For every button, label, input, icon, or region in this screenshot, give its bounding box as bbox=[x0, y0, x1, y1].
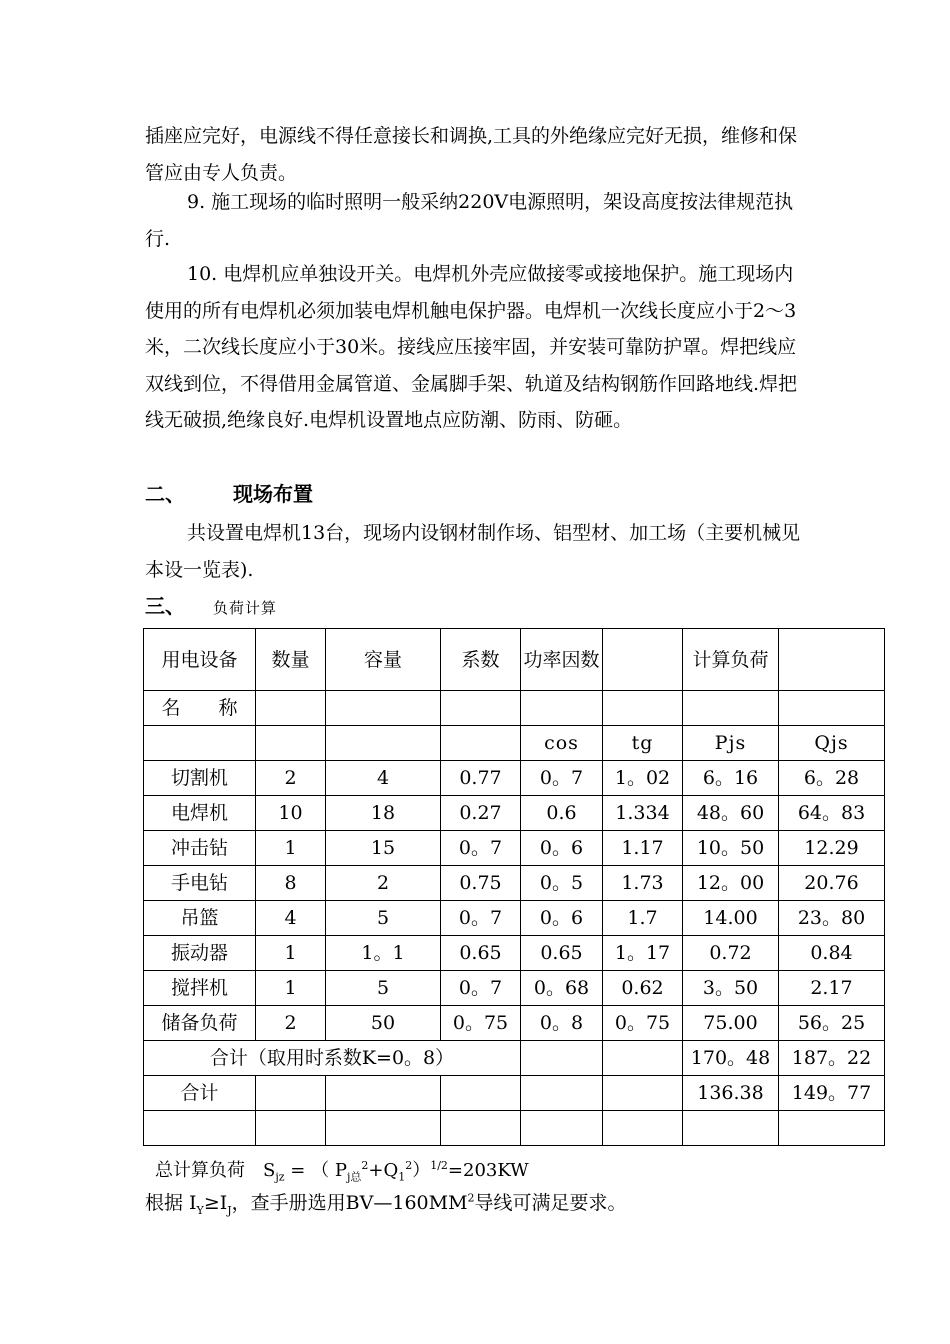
table-cell: 0。5 bbox=[521, 866, 603, 901]
section-heading-site-layout bbox=[145, 478, 313, 507]
unit-cell: tg bbox=[603, 726, 683, 761]
table-cell bbox=[521, 1111, 603, 1146]
table-cell bbox=[144, 1111, 256, 1146]
table-cell: 储备负荷 bbox=[144, 1006, 256, 1041]
table-row bbox=[144, 761, 885, 796]
table-cell bbox=[326, 726, 441, 761]
table-cell bbox=[326, 691, 441, 726]
formula-sq1: 2 bbox=[361, 1159, 369, 1172]
table-cell: 64。83 bbox=[779, 796, 885, 831]
table-cell: 15 bbox=[326, 831, 441, 866]
table-cell: 0.62 bbox=[603, 971, 683, 1006]
table-cell bbox=[521, 1076, 603, 1111]
header-cell: 功率因数 bbox=[521, 629, 603, 691]
table-cell: 0.65 bbox=[521, 936, 603, 971]
table-header-row bbox=[144, 629, 885, 691]
table-cell: 1。17 bbox=[603, 936, 683, 971]
header-cell: 系数 bbox=[441, 629, 521, 691]
header-cell: 计算负荷 bbox=[683, 629, 779, 691]
table-cell: 23。80 bbox=[779, 901, 885, 936]
header-cell bbox=[603, 629, 683, 691]
table-cell: 0。75 bbox=[603, 1006, 683, 1041]
table-cell: 切割机 bbox=[144, 761, 256, 796]
table-cell: 1.334 bbox=[603, 796, 683, 831]
table-cell bbox=[779, 1111, 885, 1146]
conclusion-mid: ≥I bbox=[203, 1192, 228, 1214]
table-cell bbox=[603, 1111, 683, 1146]
table-cell: 0.84 bbox=[779, 936, 885, 971]
table-cell: 0。6 bbox=[521, 831, 603, 866]
table-cell: 1。02 bbox=[603, 761, 683, 796]
table-cell: 0。7 bbox=[441, 831, 521, 866]
conclusion-sub-y: Y bbox=[196, 1203, 204, 1217]
table-cell bbox=[441, 1111, 521, 1146]
table-cell: 136.38 bbox=[683, 1076, 779, 1111]
load-calculation-table bbox=[143, 628, 885, 1146]
table-cell: 20.76 bbox=[779, 866, 885, 901]
table-cell: 0。7 bbox=[441, 901, 521, 936]
table-cell bbox=[256, 1111, 326, 1146]
table-cell bbox=[521, 691, 603, 726]
formula-p-sub: j总 bbox=[346, 1170, 362, 1184]
table-cell: 冲击钻 bbox=[144, 831, 256, 866]
table-cell: 振动器 bbox=[144, 936, 256, 971]
unit-cell: cos bbox=[521, 726, 603, 761]
table-cell: 搅拌机 bbox=[144, 971, 256, 1006]
name-label-cell: 名 称 bbox=[144, 691, 256, 726]
table-cell: 1。1 bbox=[326, 936, 441, 971]
table-cell: 170。48 bbox=[683, 1041, 779, 1076]
table-row bbox=[144, 1006, 885, 1041]
table-cell: 3。50 bbox=[683, 971, 779, 1006]
conclusion-post: 导线可满足要求。 bbox=[474, 1192, 627, 1214]
table-cell: 2.17 bbox=[779, 971, 885, 1006]
total-label-cell: 合计 bbox=[144, 1076, 256, 1111]
table-cell: 0.72 bbox=[683, 936, 779, 971]
table-cell: 0。7 bbox=[521, 761, 603, 796]
table-cell: 1 bbox=[256, 831, 326, 866]
section-heading-load-calc bbox=[145, 590, 277, 619]
table-row bbox=[144, 726, 885, 761]
section-title: 负荷计算 bbox=[213, 599, 278, 617]
table-cell bbox=[441, 1076, 521, 1111]
table-cell: 5 bbox=[326, 971, 441, 1006]
conclusion-pre: 根据 I bbox=[145, 1192, 197, 1214]
table-row bbox=[144, 831, 885, 866]
subtotal-label-cell: 合计（取用时系数K=0。8） bbox=[144, 1041, 521, 1076]
table-cell: 50 bbox=[326, 1006, 441, 1041]
section-number: 三、 bbox=[145, 594, 185, 618]
table-cell: 0。75 bbox=[441, 1006, 521, 1041]
section-number: 二、 bbox=[145, 482, 185, 506]
table-cell bbox=[779, 691, 885, 726]
table-cell bbox=[256, 1076, 326, 1111]
table-cell: 1.73 bbox=[603, 866, 683, 901]
table-cell: 电焊机 bbox=[144, 796, 256, 831]
table-cell: 2 bbox=[256, 761, 326, 796]
table-cell: 1 bbox=[256, 971, 326, 1006]
formula-s-sub: jz bbox=[275, 1170, 285, 1184]
table-cell: 187。22 bbox=[779, 1041, 885, 1076]
table-cell: 0.77 bbox=[441, 761, 521, 796]
table-cell: 0.75 bbox=[441, 866, 521, 901]
formula-pow: 1/2 bbox=[430, 1159, 448, 1172]
table-cell: 2 bbox=[256, 1006, 326, 1041]
table-cell bbox=[326, 1076, 441, 1111]
paragraph-socket-maintenance: 插座应完好，电源线不得任意接长和调换,工具的外绝缘应完好无损，维修和保管应由专人负责。 bbox=[145, 125, 798, 184]
unit-cell: Pjs bbox=[683, 726, 779, 761]
table-cell: 149。77 bbox=[779, 1076, 885, 1111]
conclusion-sup: 2 bbox=[467, 1191, 475, 1205]
empty-row bbox=[144, 1111, 885, 1146]
formula-s: S bbox=[263, 1160, 276, 1181]
table-cell: 10。50 bbox=[683, 831, 779, 866]
table-cell: 56。25 bbox=[779, 1006, 885, 1041]
table-cell: 75.00 bbox=[683, 1006, 779, 1041]
table-cell bbox=[256, 726, 326, 761]
table-cell bbox=[441, 691, 521, 726]
header-cell: 容量 bbox=[326, 629, 441, 691]
subtotal-row bbox=[144, 1041, 885, 1076]
paragraph-item-9-lighting: 9. 施工现场的临时照明一般采纳220V电源照明，架设高度按法律规范执行. bbox=[145, 191, 794, 250]
table-row bbox=[144, 796, 885, 831]
formula-plus: +Q bbox=[368, 1160, 399, 1181]
table-cell bbox=[256, 691, 326, 726]
header-cell: 用电设备 bbox=[144, 629, 256, 691]
header-cell bbox=[779, 629, 885, 691]
conclusion-sub-j: J bbox=[227, 1203, 232, 1217]
header-cell: 数量 bbox=[256, 629, 326, 691]
table-cell: 0。8 bbox=[521, 1006, 603, 1041]
table-cell: 4 bbox=[326, 761, 441, 796]
formula-sq2: 2 bbox=[405, 1159, 413, 1172]
unit-cell: Qjs bbox=[779, 726, 885, 761]
table-cell: 8 bbox=[256, 866, 326, 901]
table-cell: 1.17 bbox=[603, 831, 683, 866]
total-row bbox=[144, 1076, 885, 1111]
table-cell bbox=[441, 726, 521, 761]
table-row bbox=[144, 691, 885, 726]
table-cell: 6。16 bbox=[683, 761, 779, 796]
table-cell bbox=[144, 726, 256, 761]
table-cell: 0。6 bbox=[521, 901, 603, 936]
table-row bbox=[144, 866, 885, 901]
table-cell: 48。60 bbox=[683, 796, 779, 831]
formula-eq: = （ bbox=[284, 1160, 335, 1181]
table-cell bbox=[603, 1076, 683, 1111]
paragraph-item-10-welder: 10. 电焊机应单独设开关。电焊机外壳应做接零或接地保护。施工现场内使用的所有电焊机必须加装电焊机触电保护器。电焊机一次线长度应小于2～3米，二次线长度应小于30米。接线应压接牢固，并安装可靠防护罩。焊把线应双线到位，不得借用金属管道、金属脚手架、轨道及结构钢筋作回路地线.焊把线无破损,绝缘良好.电焊机设置地点应防潮、防雨、防砸。 bbox=[145, 263, 798, 431]
table-cell: 2 bbox=[326, 866, 441, 901]
total-load-formula bbox=[155, 1156, 529, 1185]
table-cell: 5 bbox=[326, 901, 441, 936]
table-row bbox=[144, 971, 885, 1006]
formula-close: ） bbox=[412, 1160, 431, 1181]
table-cell: 1 bbox=[256, 936, 326, 971]
table-cell: 0.27 bbox=[441, 796, 521, 831]
table-cell bbox=[521, 1041, 603, 1076]
table-cell bbox=[326, 1111, 441, 1146]
table-cell: 0.6 bbox=[521, 796, 603, 831]
table-cell: 14.00 bbox=[683, 901, 779, 936]
table-cell: 6。28 bbox=[779, 761, 885, 796]
table-cell: 10 bbox=[256, 796, 326, 831]
paragraph-site-layout: 共设置电焊机13台，现场内设钢材制作场、铝型材、加工场（主要机械见本设一览表). bbox=[145, 522, 801, 581]
table-row bbox=[144, 901, 885, 936]
table-cell: 12.29 bbox=[779, 831, 885, 866]
table-cell bbox=[603, 691, 683, 726]
formula-label: 总计算负荷 bbox=[155, 1160, 245, 1181]
formula-q-sub: 1 bbox=[398, 1170, 406, 1184]
table-cell: 1.7 bbox=[603, 901, 683, 936]
table-cell: 手电钻 bbox=[144, 866, 256, 901]
table-cell: 0。7 bbox=[441, 971, 521, 1006]
table-row bbox=[144, 936, 885, 971]
table-cell bbox=[683, 1111, 779, 1146]
section-title: 现场布置 bbox=[233, 482, 313, 506]
wire-selection-conclusion bbox=[145, 1188, 627, 1217]
table-cell: 18 bbox=[326, 796, 441, 831]
table-cell: 0.65 bbox=[441, 936, 521, 971]
table-cell: 0。68 bbox=[521, 971, 603, 1006]
table-cell: 12。00 bbox=[683, 866, 779, 901]
table-cell bbox=[603, 1041, 683, 1076]
table-cell: 吊篮 bbox=[144, 901, 256, 936]
formula-result: =203KW bbox=[447, 1160, 529, 1181]
formula-p: P bbox=[334, 1160, 347, 1181]
table-cell: 4 bbox=[256, 901, 326, 936]
table-cell bbox=[683, 691, 779, 726]
conclusion-mid2: ，查手册选用BV—160MM bbox=[231, 1192, 468, 1214]
